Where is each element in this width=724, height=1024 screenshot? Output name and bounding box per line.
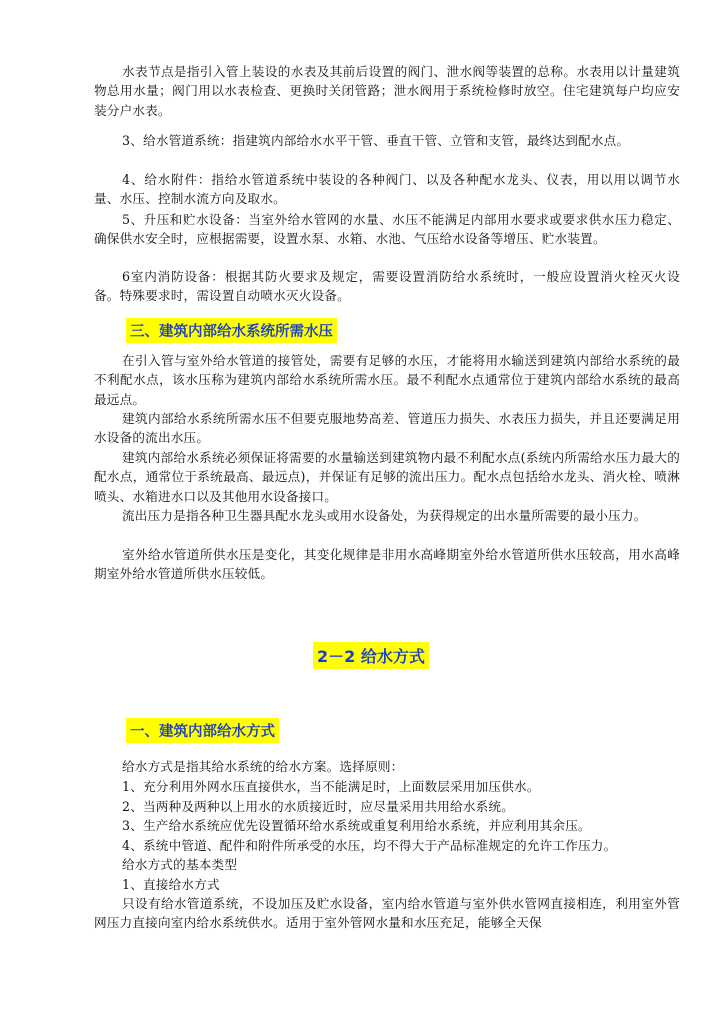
- list-item-principle-3: 3、生产给水系统应优先设置循环给水系统或重复利用给水系统，并应利用其余压。: [122, 818, 591, 833]
- paragraph-pipe-system: 3、给水管道系统：指建筑内部给水水平干管、垂直干管、立管和支管，最终达到配水点。: [122, 133, 630, 148]
- paragraph-supply-mode-definition: 给水方式是指其给水系统的给水方案。选择原则：: [122, 759, 404, 774]
- paragraph-pressure-components: 建筑内部给水系统所需水压不但要克服地势高差、管道压力损失、水表压力损失，并且还要满足用水设备的流出水压。: [94, 411, 680, 446]
- paragraph-outdoor-pressure: 室外给水管道所供水压是变化，其变化规律是非用水高峰期室外给水管道所供水压较高，用水高峰期室外给水管道所供水压较低。: [94, 547, 680, 582]
- section-heading-building-supply-mode: 一、建筑内部给水方式: [126, 718, 279, 743]
- chapter-heading-water-supply-mode: 2－2 给水方式: [313, 642, 429, 669]
- paragraph-required-pressure: 在引入管与室外给水管道的接管处，需要有足够的水压，才能将用水输送到建筑内部给水系统的最不利配水点，该水压称为建筑内部给水系统所需水压。最不利配水点通常位于建筑内部给水系统的最高最远点。: [94, 353, 680, 407]
- paragraph-outflow-pressure: 流出压力是指各种卫生器具配水龙头或用水设备处，为获得规定的出水量所需要的最小压力。: [122, 508, 647, 523]
- paragraph-fire-equipment: 6室内消防设备：根据其防火要求及规定，需要设置消防给水系统时，一般应设置消火栓灭火设备。特殊要求时，需设置自动喷水灭火设备。: [94, 269, 680, 304]
- section-heading-water-pressure: 三、建筑内部给水系统所需水压: [126, 318, 337, 343]
- list-item-principle-2: 2、当两种及两种以上用水的水质接近时，应尽量采用共用给水系统。: [122, 799, 515, 814]
- paragraph-pressure-storage: 5、升压和贮水设备：当室外给水管网的水量、水压不能满足内部用水要求或要求供水压力稳定、确保供水安全时，应根据需要，设置水泵、水箱、水池、气压给水设备等增压、贮水装置。: [94, 212, 680, 247]
- paragraph-basic-types: 给水方式的基本类型: [122, 857, 238, 872]
- paragraph-least-favorable-point: 建筑内部给水系统必须保证将需要的水量输送到建筑物内最不利配水点(系统内所需给水压力最大的配水点，通常位于系统最高、最远点)，并保证有足够的流出压力。配水点包括给水龙头、消火栓、喷淋喷头、水箱进水口以及其他用水设备接口。: [94, 450, 680, 504]
- paragraph-direct-supply-title: 1、直接给水方式: [122, 877, 220, 892]
- paragraph-water-meter-node: 水表节点是指引入管上装设的水表及其前后设置的阀门、泄水阀等装置的总称。水表用以计量建筑物总用水量；阀门用以水表检查、更换时关闭管路；泄水阀用于系统检修时放空。住宅建筑每户均应安装分户水表。: [94, 64, 680, 118]
- list-item-principle-1: 1、充分利用外网水压直接供水，当不能满足时，上面数层采用加压供水。: [122, 779, 540, 794]
- list-item-principle-4: 4、系统中管道、配件和附件所承受的水压，均不得大于产品标准规定的允许工作压力。: [122, 838, 617, 853]
- paragraph-direct-supply: 只设有给水管道系统，不设加压及贮水设备，室内给水管道与室外供水管网直接相连，利用室外管网压力直接向室内给水系统供水。适用于室外管网水量和水压充足，能够全天保: [94, 896, 680, 931]
- paragraph-fittings: 4、给水附件：指给水管道系统中装设的各种阀门、以及各种配水龙头、仪表，用以用以调节水量、水压、控制水流方向及取水。: [94, 172, 680, 207]
